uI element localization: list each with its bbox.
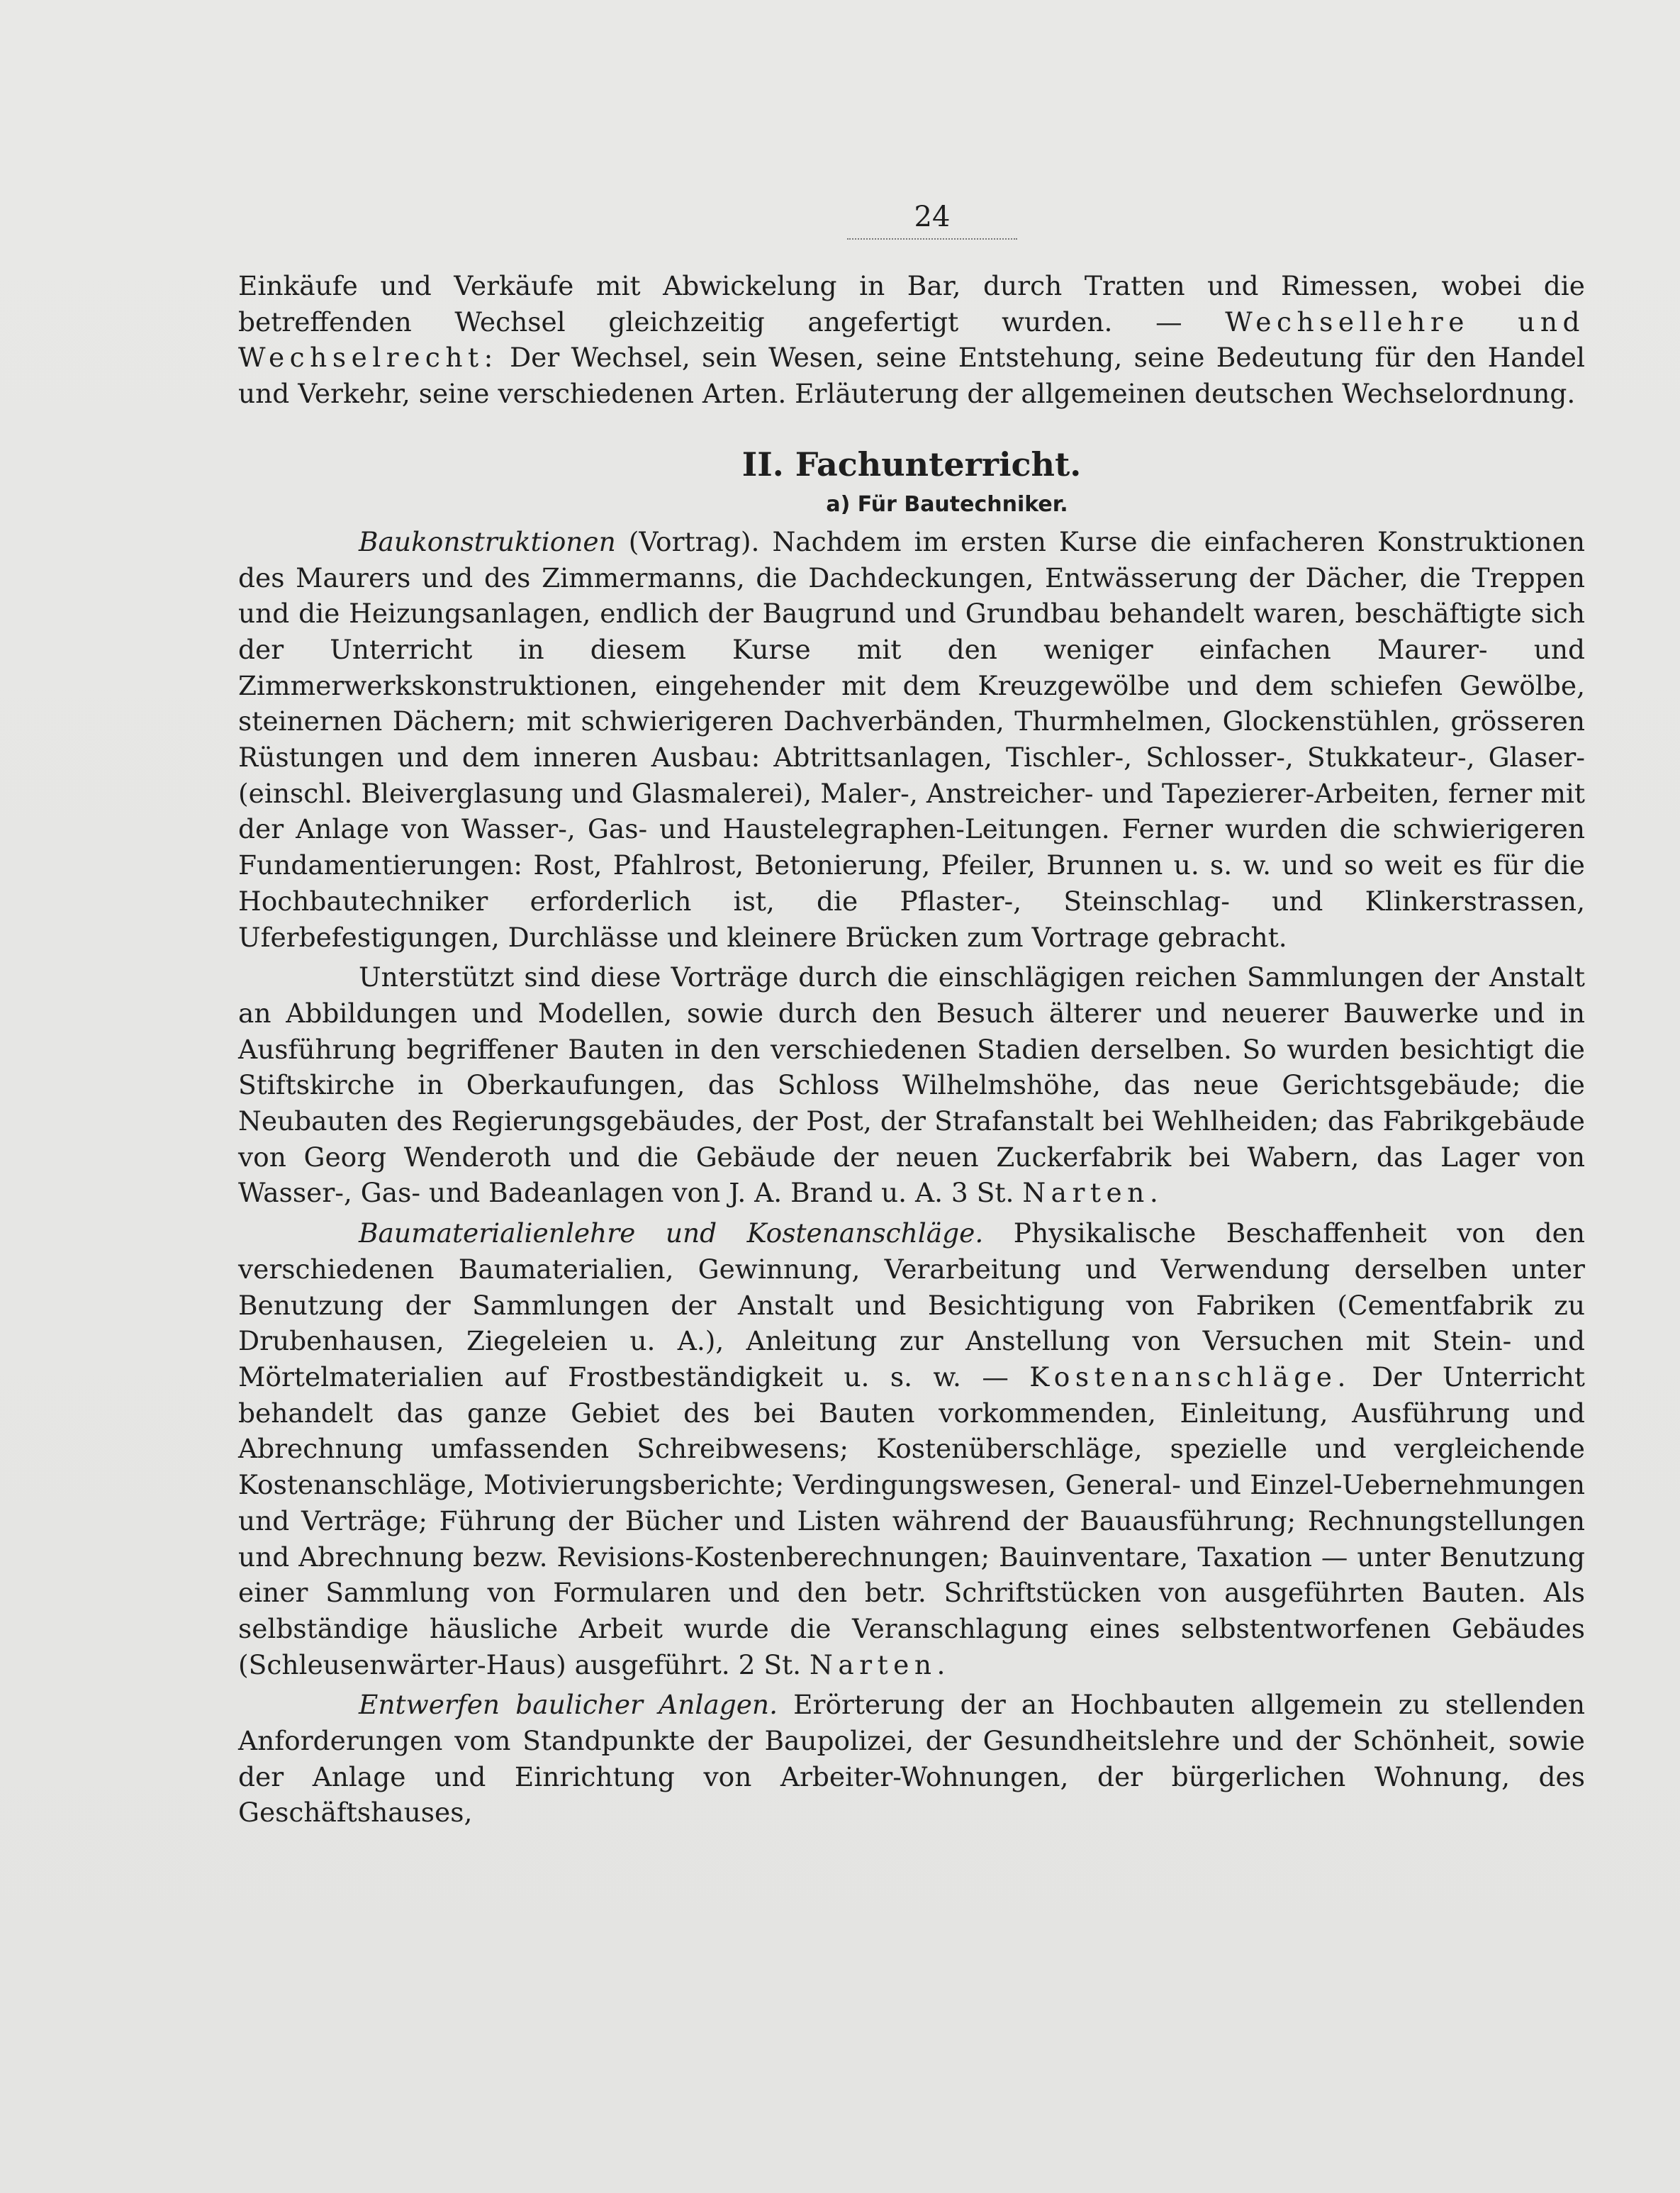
unterstuetzt-teacher: Narten. — [1022, 1177, 1164, 1209]
section-heading: II. Fachunterricht. — [741, 445, 1082, 484]
baukonstruktionen-text: (Vortrag). Nachdem im ersten Kurse die einfacheren Konstruktionen des Maurers und des Zimmermanns, die Dachdeckungen, Entwässerung der Dächer, die Treppen und die Heizungsanlagen, endlich der Baugrund und Grundbau behandelt waren, beschäftigte sich der Unterricht in diesem Kurse mit den weniger einfachen Maurer- und Zimmerwerkskonstruktionen, eingehender mit dem Kreuzgewölbe und dem schiefen Gewölbe, steinernen Dächern; mit schwierigeren Dachverbänden, Thurmhelmen, Glockenstühlen, grösseren Rüstungen und dem inneren Ausbau: Abtrittsanlagen, Tischler-, Schlosser-, Stukkateur-, Glaser- (einschl. Bleiverglasung und Glasmalerei), Maler-, Anstreicher- und Tapezierer-Arbeiten, ferner mit der Anlage von Wasser-, Gas- und Haustelegraphen-Leitungen. Ferner wurden die schwierigeren Fundamentierungen: Rost, Pfahlrost, Betonierung, Pfeiler, Brunnen u. s. w. und so weit es für die Hochbautechniker erforderlich ist, die Pflaster-, Steinschlag- und Klinkerstrassen, Uferbefestigungen, Durchlässe und kleinere Brücken zum Vortrage gebracht. — [238, 525, 1585, 953]
intro-paragraph — [238, 268, 1585, 412]
baukonstruktionen-paragraph — [238, 524, 1585, 955]
intro-spaced-term: Wechsellehre und Wechselrecht: — [238, 306, 1586, 374]
page-body — [238, 268, 1585, 1831]
entwerfen-text: Erörterung der an Hochbauten allgemein zu stellenden Anforderungen vom Standpunkte der Baupolizei, der Gesundheitslehre und der Schönheit, sowie der Anlage und Einrichtung von Arbeiter-Wohnungen, der bürgerlichen Wohnung, des Geschäftshauses, — [238, 1689, 1585, 1829]
unterstuetzt-text: Unterstützt sind diese Vorträge durch die einschlägigen reichen Sammlungen der Anstalt an Abbildungen und Modellen, sowie durch den Besuch älterer und neuerer Bauwerke und in Ausführung begriffener Bauten in den verschiedenen Stadien derselben. So wurden besichtigt die Stiftskirche in Oberkaufungen, das Schloss Wilhelmshöhe, das neue Gerichtsgebäude; die Neubauten des Regierungsgebäudes, der Post, der Strafanstalt bei Wehlheiden; das Fabrikgebäude von Georg Wenderoth und die Gebäude der neuen Zuckerfabrik bei Wabern, das Lager von Wasser-, Gas- und Badeanlagen von J. A. Brand u. A. 3 St. — [238, 961, 1585, 1209]
page-number: 24 — [847, 200, 1017, 240]
intro-text-1: Einkäufe und Verkäufe mit Abwickelung in Bar, durch Tratten und Rimessen, wobei die betreffenden Wechsel gleichzeitig angefertigt wurden. — — [238, 270, 1585, 337]
baumaterialien-text-1: Physikalische Beschaffenheit von den verschiedenen Baumaterialien, Gewinnung, Verarbeitung und Verwendung derselben unter Benutzung der Sammlungen der Anstalt und Besichtigung von Fabriken (Cementfabrik zu Drubenhausen, Ziegeleien u. A.), Anleitung zur Anstellung von Versuchen mit Stein- und Mörtelmaterialien auf Frostbeständigkeit u. s. w. — — [238, 1217, 1585, 1393]
entwerfen-paragraph — [238, 1687, 1585, 1831]
section-subheading: a) Für Bautechniker. — [826, 491, 1068, 517]
baukonstruktionen-title: Baukonstruktionen — [359, 525, 616, 557]
entwerfen-title: Entwerfen baulicher Anlagen. — [359, 1689, 778, 1721]
baumaterialien-text-2: Der Unterricht behandelt das ganze Gebiet des bei Bauten vorkommenden, Einleitung, Ausführung und Abrechnung umfassenden Schreibwesens; Kostenüberschläge, spezielle und vergleichende Kostenanschläge, Motivierungsberichte; Verdingungswesen, General- und Einzel-Uebernehmungen und Verträge; Führung der Bücher und Listen während der Bauausführung; Rechnungstellungen und Abrechnung bezw. Revisions-Kostenberechnungen; Bauinventare, Taxation — unter Benutzung einer Sammlung von Formularen und den betr. Schriftstücken von ausgeführten Bauten. Als selbständige häusliche Arbeit wurde die Veranschlagung eines selbstentworfenen Gebäudes (Schleusenwärter-Haus) ausgeführt. 2 St. — [238, 1361, 1585, 1680]
baumaterialien-title: Baumaterialienlehre und Kostenanschläge. — [359, 1217, 984, 1249]
unterstuetzt-paragraph — [238, 959, 1585, 1211]
kostenanschlaege-term: Kostenanschläge. — [1029, 1361, 1351, 1393]
baumaterialien-teacher: Narten. — [810, 1648, 951, 1680]
baumaterialien-paragraph — [238, 1215, 1585, 1683]
intro-text-2: Der Wechsel, sein Wesen, seine Entstehung, seine Bedeutung für den Handel und Verkehr, seine verschiedenen Arten. Erläuterung der allgemeinen deutschen Wechselordnung. — [238, 342, 1585, 410]
